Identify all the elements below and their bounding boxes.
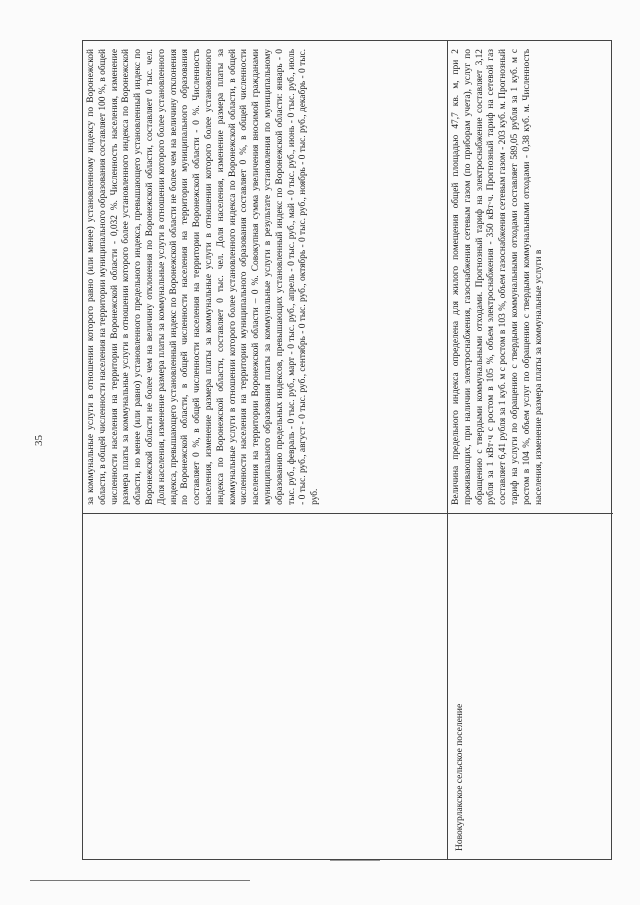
indices-table (82, 40, 612, 860)
scan-mark (330, 860, 380, 861)
settlement-name-cell (83, 513, 447, 859)
description-cell: за коммунальные услуги в отношении которого равно (или менее) установленному индексу по Воронежской области, в общей численности населения на территории муниципального образования составляет 100 %, в общей численности населения на территории Воронежской области - 0,032 %. Численность населения, изменение размера платы за коммунальные услуги в отношении которого более установленного индекса по Воронежской области, но менее (или равно) установленного предельного индекса, превышающего установленный индекс по Воронежской области не более чем на величину отклонения по Воронежской области, составляет 0 тыс. чел. Доля населения, изменение размера платы за коммунальные услуги в отношении которого более установленного индекса, превышающего установленный индекс по Воронежской области не более чем на величину отклонения по Воронежской области, в общей численности населения на территории муниципального образования составляет 0 %, в общей численности населения на территории Воронежской области - 0 %. Численность населения, изменение размера платы за коммунальные услуги в отношении которого более установленного индекса по Воронежской области, составляет 0 тыс. чел. Доля населения, изменение размера платы за коммунальные услуги в отношении которого более установленного индекса по Воронежской области, в общей численности населения на территории муниципального образования составляет 0 %, в общей численности населения на территории Воронежской области – 0 %. Совокупная сумма увеличения вносимой гражданами муниципального образования платы за коммунальные услуги в результате установления по муниципальному образованию предельных индексов, превышающих установленный индекс по Воронежской области: январь - 0 тыс. руб., февраль - 0 тыс. руб., март - 0 тыс. руб., апрель - 0 тыс. руб., май - 0 тыс. руб., июнь - 0 тыс. руб., июль - 0 тыс. руб., август - 0 тыс. руб., сентябрь - 0 тыс. руб., октябрь - 0 тыс. руб., ноябрь - 0 тыс. руб., декабрь - 0 тыс. руб. (86, 49, 321, 505)
page-number: 35 (33, 435, 45, 446)
table-row (83, 41, 448, 859)
description-cell: Величина предельного индекса определена для жилого помещения общей площадью 47,7 кв. м, при 2 проживающих, при наличии электроснабжения, газоснабжения сетевым газом (по приборам учета), услуг по обращению с твердыми коммунальными отходами. Прогнозный тариф на электроснабжение составляет 3,12 рубля за 1 кВт·ч с ростом в 105 %, объем электроснабжения - 350 кВт·ч. Прогнозный тариф на сетевой газ составляет 6,41 рубля за 1 куб. м с ростом в 103 %, объем газоснабжения сетевым газом - 203 куб. м. Прогнозный тариф на услуги по обращению с твердыми коммунальными отходами составляет 589,05 рубля за 1 куб. м с ростом в 104 %, объем услуг по обращению с твердыми коммунальными отходами - 0,38 куб. м. Численность населения, изменение размера платы за коммунальные услуги в (451, 49, 544, 505)
table-row (448, 41, 613, 859)
scan-edge-line (30, 880, 250, 881)
rotated-table-container (82, 40, 612, 860)
settlement-name-cell: Новокурлакское сельское поселение (448, 513, 613, 859)
